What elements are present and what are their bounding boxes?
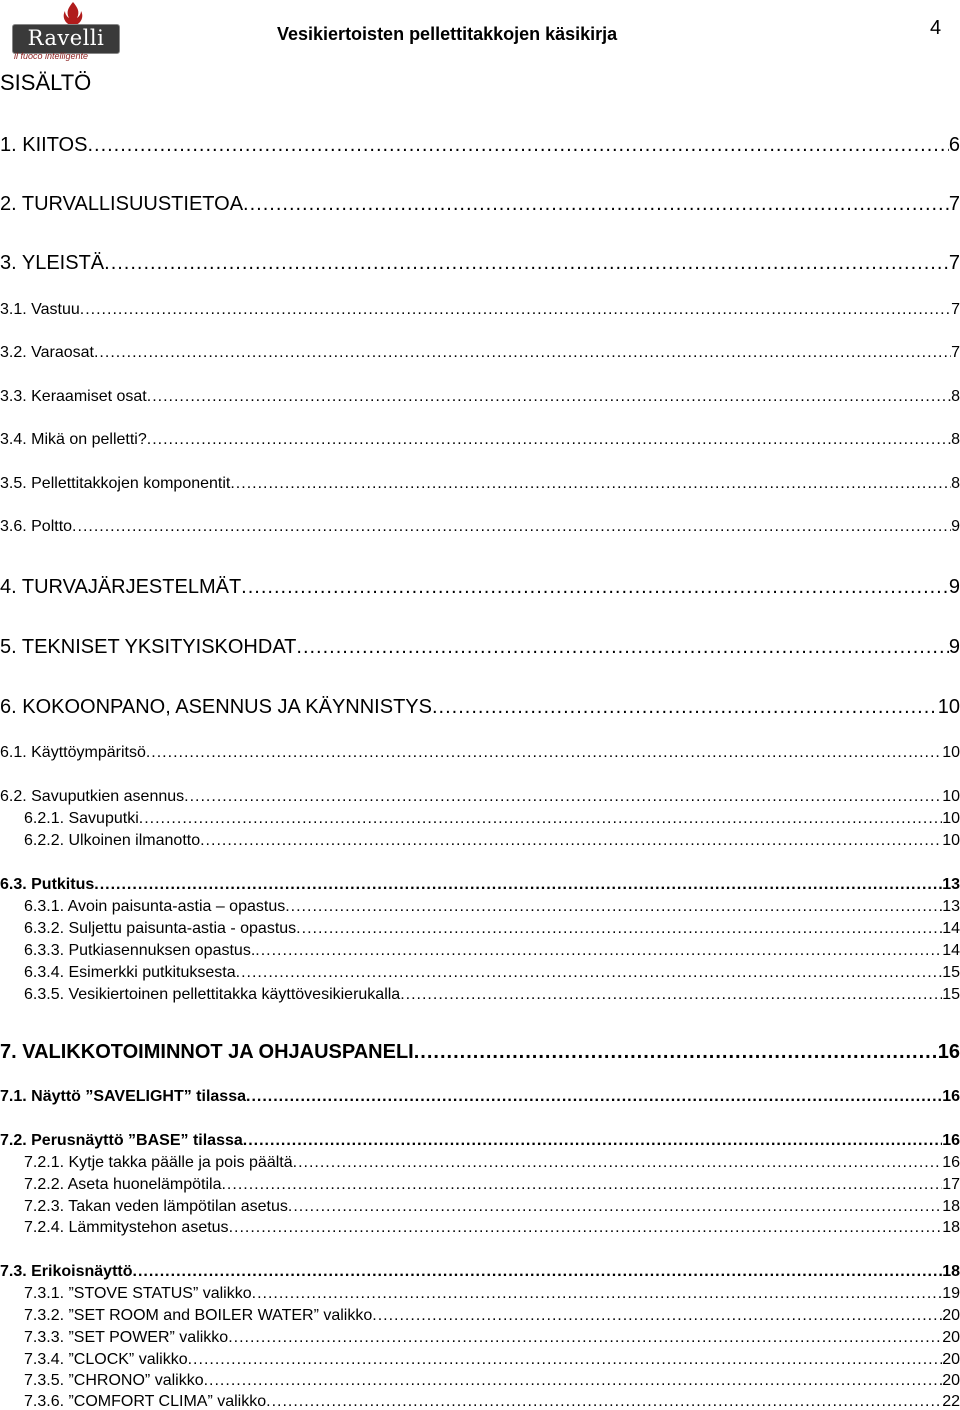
toc-entry[interactable]: [0, 1373, 960, 1389]
toc-entry-page: 9: [948, 636, 960, 658]
toc-entry[interactable]: [0, 745, 960, 761]
toc-leader-dots: [147, 432, 951, 448]
toc-leader-dots: [184, 789, 942, 805]
toc-entry[interactable]: [0, 789, 960, 805]
toc-leader-dots: [372, 1308, 942, 1324]
toc-entry[interactable]: [0, 1155, 960, 1171]
toc-entry[interactable]: [0, 135, 960, 155]
toc-entry[interactable]: [0, 1042, 960, 1062]
toc-entry-label: 7.3.4. ”CLOCK” valikko: [24, 1351, 188, 1368]
toc-entry-page: 6: [948, 134, 960, 156]
toc-entry-label: 6.3.5. Vesikiertoinen pellettitakka käyttövesikierukalla: [24, 986, 401, 1003]
toc-leader-dots: [80, 302, 951, 318]
toc-entry-label: 3.6. Poltto: [0, 518, 73, 535]
toc-entry-label: 3.3. Keraamiset osat: [0, 388, 147, 405]
toc-entry-page: 20: [942, 1351, 960, 1368]
toc-leader-dots: [241, 577, 949, 597]
toc-entry-page: 8: [951, 475, 960, 492]
toc-leader-dots: [414, 1042, 938, 1062]
toc-entry-label: 6.3. Putkitus: [0, 876, 95, 893]
toc-entry[interactable]: [0, 697, 960, 717]
toc-entry-label: 6.3.4. Esimerkki putkituksesta: [24, 964, 236, 981]
toc-entry[interactable]: [0, 899, 960, 915]
toc-entry[interactable]: [0, 877, 960, 893]
toc-entry-page: 20: [942, 1329, 960, 1346]
toc-entry-page: 18: [942, 1263, 960, 1280]
ravelli-logo: [12, 2, 120, 62]
toc-entry-page: 22: [942, 1393, 960, 1410]
logo-text: Ravelli: [27, 26, 105, 50]
toc-leader-dots: [236, 965, 943, 981]
toc-leader-dots: [229, 1220, 943, 1236]
toc-heading: SISÄLTÖ: [0, 70, 92, 95]
toc-entry[interactable]: [0, 476, 960, 492]
toc-entry-label: 7.2.2. Aseta huonelämpötila: [24, 1176, 222, 1193]
toc-entry[interactable]: [0, 194, 960, 214]
toc-entry-label: 7.2.4. Lämmitystehon asetus: [24, 1219, 229, 1236]
toc-entry[interactable]: [0, 921, 960, 937]
toc-entry-page: 16: [937, 1041, 960, 1063]
toc-entry-label: 7.3.3. ”SET POWER” valikko: [24, 1329, 229, 1346]
logo-box: [12, 24, 120, 54]
toc-leader-dots: [133, 1264, 943, 1280]
toc-entry[interactable]: [0, 1264, 960, 1280]
toc-leader-dots: [139, 811, 942, 827]
toc-leader-dots: [285, 899, 942, 915]
toc-entry-page: 18: [942, 1219, 960, 1236]
toc-entry-page: 10: [937, 696, 960, 718]
toc-leader-dots: [252, 1286, 943, 1302]
toc-entry-page: 14: [942, 920, 960, 937]
toc-entry[interactable]: [0, 833, 960, 849]
toc-entry-label: 3.1. Vastuu: [0, 301, 80, 318]
toc-entry-label: 4. TURVAJÄRJESTELMÄT: [0, 576, 242, 598]
toc-leader-dots: [296, 921, 942, 937]
toc-entry-label: 7.3.2. ”SET ROOM and BOILER WATER” valikko: [24, 1307, 373, 1324]
toc-leader-dots: [200, 833, 942, 849]
toc-entry[interactable]: [0, 637, 960, 657]
flame-icon: [62, 2, 84, 26]
toc-leader-dots: [296, 637, 948, 657]
toc-entry-page: 9: [948, 576, 960, 598]
toc-leader-dots: [432, 697, 938, 717]
toc-entry-page: 20: [942, 1372, 960, 1389]
toc-leader-dots: [146, 745, 942, 761]
toc-leader-dots: [293, 1155, 943, 1171]
toc-entry-page: 10: [942, 788, 960, 805]
toc-entry[interactable]: [0, 1089, 960, 1105]
toc-entry-page: 7: [948, 193, 960, 215]
toc-entry-label: 2. TURVALLISUUSTIETOA: [0, 193, 244, 215]
toc-entry-page: 10: [942, 832, 960, 849]
toc-entry-page: 16: [942, 1132, 960, 1149]
toc-entry[interactable]: [0, 577, 960, 597]
toc-entry-page: 16: [942, 1088, 960, 1105]
toc-leader-dots: [221, 1177, 942, 1193]
toc-entry-label: 7. VALIKKOTOIMINNOT JA OHJAUSPANELI: [0, 1041, 414, 1063]
toc-leader-dots: [87, 135, 948, 155]
logo-tagline: il fuoco intelligente: [14, 51, 89, 61]
toc-entry[interactable]: [0, 519, 960, 535]
toc-leader-dots: [204, 1373, 943, 1389]
toc-leader-dots: [147, 389, 951, 405]
page-number: 4: [930, 17, 942, 39]
toc-entry[interactable]: [0, 1394, 960, 1410]
toc-entry-label: 7.3.5. ”CHRONO” valikko: [24, 1372, 204, 1389]
toc-entry[interactable]: [0, 965, 960, 981]
toc-entry[interactable]: [0, 987, 960, 1003]
toc-entry-page: 8: [951, 431, 960, 448]
toc-entry-label: 6.2. Savuputkien asennus: [0, 788, 185, 805]
toc-entry-label: 7.2. Perusnäyttö ”BASE” tilassa: [0, 1132, 243, 1149]
toc-leader-dots: [288, 1199, 942, 1215]
toc-entry-page: 16: [942, 1154, 960, 1171]
document-title: Vesikiertoisten pellettitakkojen käsikirja: [277, 24, 618, 44]
toc-entry-label: 7.2.3. Takan veden lämpötilan asetus: [24, 1198, 288, 1215]
toc-entry-page: 14: [942, 942, 960, 959]
toc-entry-page: 15: [942, 986, 960, 1003]
toc-entry[interactable]: [0, 1177, 960, 1193]
toc-entry[interactable]: [0, 1308, 960, 1324]
toc-entry-label: 3.5. Pellettitakkojen komponentit: [0, 475, 231, 492]
toc-leader-dots: [94, 877, 942, 893]
toc-entry-label: 3.4. Mikä on pelletti?: [0, 431, 147, 448]
toc-leader-dots: [188, 1352, 943, 1368]
toc-entry[interactable]: [0, 432, 960, 448]
toc-entry-label: 1. KIITOS: [0, 134, 88, 156]
toc-leader-dots: [243, 1133, 942, 1149]
toc-leader-dots: [243, 194, 949, 214]
toc-entry-page: 18: [942, 1198, 960, 1215]
toc-entry-page: 15: [942, 964, 960, 981]
toc-entry-label: 6.2.1. Savuputki: [24, 810, 139, 827]
toc-entry[interactable]: [0, 1133, 960, 1149]
toc-entry[interactable]: [0, 943, 960, 959]
toc-entry-page: 8: [951, 388, 960, 405]
toc-entry-page: 13: [942, 898, 960, 915]
toc-entry[interactable]: [0, 302, 960, 318]
toc-entry-page: 9: [951, 518, 960, 535]
toc-entry-page: 17: [942, 1176, 960, 1193]
toc-entry-label: 6. KOKOONPANO, ASENNUS JA KÄYNNISTYS: [0, 696, 432, 718]
toc-entry-page: 13: [942, 876, 960, 893]
toc-leader-dots: [104, 253, 949, 273]
toc-leader-dots: [230, 476, 951, 492]
toc-entry-label: 6.3.2. Suljettu paisunta-astia - opastus: [24, 920, 297, 937]
toc-entry-label: 6.3.3. Putkiasennuksen opastus.: [24, 942, 256, 959]
toc-entry[interactable]: [0, 389, 960, 405]
toc-entry-label: 6.1. Käyttöympäritsö: [0, 744, 146, 761]
toc-entry-page: 20: [942, 1307, 960, 1324]
toc-leader-dots: [266, 1394, 942, 1410]
toc-entry[interactable]: [0, 811, 960, 827]
toc-leader-dots: [246, 1089, 942, 1105]
toc-entry-label: 7.1. Näyttö ”SAVELIGHT” tilassa: [0, 1088, 246, 1105]
toc-leader-dots: [94, 345, 951, 361]
toc-leader-dots: [72, 519, 951, 535]
toc-entry[interactable]: [0, 1352, 960, 1368]
toc-leader-dots: [255, 943, 942, 959]
toc-entry-label: 3.2. Varaosat: [0, 344, 94, 361]
toc-entry-label: 7.2.1. Kytje takka päälle ja pois päältä: [24, 1154, 293, 1171]
toc-leader-dots: [400, 987, 942, 1003]
toc-entry[interactable]: [0, 1286, 960, 1302]
toc-entry-page: 10: [942, 810, 960, 827]
toc-entry-label: 7.3. Erikoisnäyttö: [0, 1263, 133, 1280]
toc-entry[interactable]: [0, 253, 960, 273]
toc-entry-label: 6.2.2. Ulkoinen ilmanotto: [24, 832, 201, 849]
toc-entry[interactable]: [0, 1330, 960, 1346]
toc-entry-label: 7.3.6. ”COMFORT CLIMA” valikko: [24, 1393, 267, 1410]
toc-entry-page: 10: [942, 744, 960, 761]
toc-entry-label: 3. YLEISTÄ: [0, 252, 105, 274]
toc-entry-label: 5. TEKNISET YKSITYISKOHDAT: [0, 636, 297, 658]
toc-entry[interactable]: [0, 345, 960, 361]
toc-entry[interactable]: [0, 1199, 960, 1215]
toc-entry-page: 7: [951, 344, 960, 361]
toc-leader-dots: [228, 1330, 942, 1346]
toc-entry-label: 7.3.1. ”STOVE STATUS” valikko: [24, 1285, 252, 1302]
toc-entry-page: 19: [942, 1285, 960, 1302]
toc-entry[interactable]: [0, 1220, 960, 1236]
toc-entry-label: 6.3.1. Avoin paisunta-astia – opastus: [24, 898, 286, 915]
toc-entry-page: 7: [948, 252, 960, 274]
toc-entry-page: 7: [951, 301, 960, 318]
